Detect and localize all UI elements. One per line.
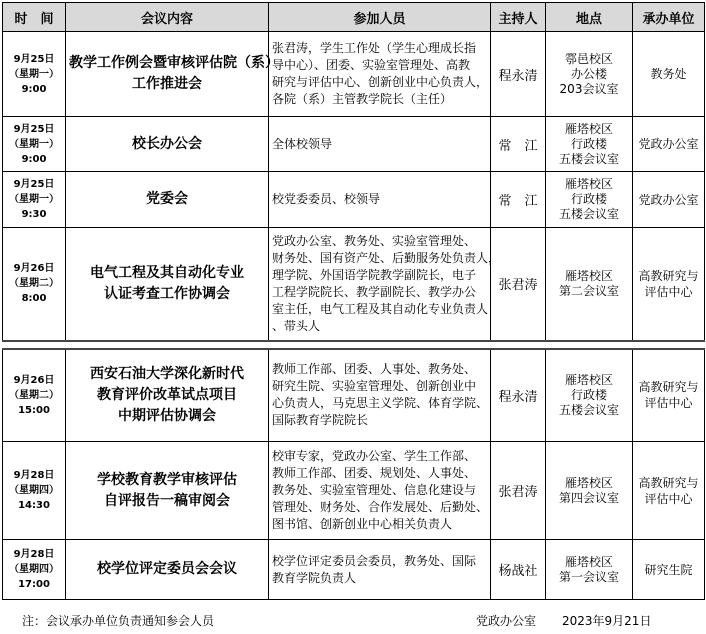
meeting-organizer-line: 评估中心 [644,396,693,411]
meeting-location-line: 五楼会议室 [558,207,619,221]
meeting-organizer-line: 党政办公室 [638,192,699,207]
meeting-participants [269,540,491,600]
header-host: 主持人 [491,3,546,32]
meeting-time-line: （星期一） [9,138,59,150]
meeting-participants [269,117,491,172]
meeting-content-line: 工作推进会 [132,76,202,92]
meeting-participants-line: 各院（系）主管教学院长（主任） [272,92,453,106]
meeting-content-line: 教学工作例会暨审核评估院（系） [69,55,279,71]
meeting-organizer-line: 评估中心 [644,491,693,506]
meeting-location-line: 雁塔校区 [564,554,613,569]
meeting-organizer [633,349,705,442]
footer-office: 党政办公室 [476,614,537,628]
meeting-host: 张君涛 [491,442,546,540]
meeting-time-line: （星期二） [9,389,59,401]
meeting-organizer [633,172,705,228]
table-row [3,349,705,442]
meeting-participants-line: 国际教育学院院长 [272,413,369,428]
meeting-location-line: 第一会议室 [558,569,619,584]
meeting-organizer [633,228,705,341]
meeting-participants [269,349,491,442]
meeting-host: 程永清 [491,349,546,442]
table-row [3,32,705,117]
meeting-organizer [633,442,705,540]
meeting-participants-line: 张君涛，学生工作处（学生心理成长指 [272,41,477,55]
meeting-participants-line: 教育学院负责人 [272,570,357,585]
meeting-time [3,228,66,341]
meeting-participants-line: 教务处、实验室管理处、信息化建设与 [272,483,477,497]
meeting-location-line: 五楼会议室 [558,402,619,417]
meeting-content-line: 校学位评定委员会会议 [97,561,237,577]
meeting-location-line: 203会议室 [559,81,619,96]
footer-date: 2023年9月21日 [562,614,652,628]
meeting-host: 常 江 [491,172,546,228]
meeting-location-line: 雁塔校区 [564,475,613,490]
meeting-organizer-line: 教务处 [650,67,687,81]
meeting-location [546,540,633,600]
footer-note: 注：会议承办单位负责通知参会人员 [22,614,215,628]
header-content: 会议内容 [66,3,269,32]
meeting-location [546,32,633,117]
meeting-content [66,117,269,172]
meeting-time [3,32,66,117]
meeting-location [546,442,633,540]
meeting-content [66,442,269,540]
header-location: 地点 [546,3,633,32]
header-participants: 参加人员 [269,3,491,32]
table-row [3,172,705,228]
meeting-time-line: （星期四） [9,485,59,496]
meeting-time-line: 9月26日 [13,263,55,275]
meeting-location-line: 行政楼 [570,136,607,151]
meeting-time [3,349,66,442]
meeting-time-line: （星期二） [9,278,59,290]
meeting-organizer-line: 评估中心 [644,284,693,299]
meeting-time [3,442,66,540]
meeting-location-line: 第四会议室 [558,490,619,505]
meeting-location-line: 雁塔校区 [564,268,613,283]
page-break-divider [3,341,705,349]
meeting-content-line: 电气工程及其自动化专业 [90,264,244,281]
meeting-content-line: 校长办公会 [132,135,202,152]
meeting-organizer [633,117,705,172]
meeting-content [66,172,269,228]
meeting-location [546,349,633,442]
meeting-location-line: 办公楼 [570,66,607,81]
meeting-location-line: 鄠邑校区 [564,51,613,66]
header-time: 时 间 [3,3,66,32]
meeting-time-line: 8:00 [21,293,47,305]
table-row [3,540,705,600]
meeting-participants-line: 全体校领导 [272,136,333,151]
meeting-participants-line: 财务处、国有资产处、后勤服务处负责人， [272,250,501,265]
meeting-participants [269,442,491,540]
meeting-time-line: 15:00 [18,404,50,416]
meeting-content [66,228,269,341]
meeting-participants-line: 心负责人，马克思主义学院、体育学院、 [272,396,489,411]
meeting-location-line: 行政楼 [570,387,607,402]
meeting-time-line: 9:00 [21,83,47,95]
meeting-organizer-line: 高教研究与 [638,475,699,490]
meeting-participants [269,228,501,341]
meeting-participants-line: 教师工作部、团委、规划处、人事处、 [272,466,477,480]
meeting-participants-line: 党政办公室、教务处、实验室管理处、 [272,233,477,248]
meeting-content-line: 认证考查工作协调会 [104,285,230,302]
meeting-content-line: 西安石油大学深化新时代 [90,365,244,382]
meeting-organizer-line: 党政办公室 [638,137,699,151]
meeting-organizer [633,32,705,117]
meeting-participants-line: 校学位评定委员会委员，教务处、国际 [272,553,477,568]
meeting-participants-line: 研究生院、实验室管理处、创新创业中 [272,379,477,394]
meeting-time [3,117,66,172]
meeting-schedule-table [2,2,705,600]
meeting-time-line: （星期一） [9,68,59,80]
meeting-content-line: 党委会 [146,191,188,207]
table-body [3,32,705,600]
meeting-participants-line: 管理处、财务处、合作发展处、后勤处、 [272,500,489,514]
meeting-time-line: 14:30 [18,500,50,511]
meeting-host: 张君涛 [491,228,546,341]
meeting-participants-line: 教师工作部、团委、人事处、教务处、 [272,362,477,377]
meeting-participants-line: 、带头人 [272,318,321,333]
meeting-time-line: 9月25日 [13,123,55,135]
meeting-time-line: （星期四） [9,564,59,575]
meeting-content-line: 中期评估协调会 [118,407,216,424]
table-row [3,442,705,540]
meeting-time-line: （星期一） [9,194,59,205]
meeting-content [66,32,279,117]
meeting-participants-line: 校审专家，党政办公室、学生工作部、 [272,449,477,463]
meeting-location-line: 行政楼 [570,192,607,206]
meeting-location [546,172,633,228]
meeting-content [66,349,269,442]
meeting-organizer-line: 高教研究与 [638,380,699,395]
meeting-participants [269,172,491,228]
meeting-organizer [633,540,705,600]
meeting-location-line: 第二会议室 [558,283,619,298]
meeting-location [546,228,633,341]
meeting-time [3,172,66,228]
meeting-time-line: 9:30 [21,209,47,220]
table-row [3,117,705,172]
meeting-content [66,540,269,600]
meeting-participants [269,32,491,117]
meeting-content-line: 自评报告一稿审阅会 [104,492,230,509]
meeting-participants-line: 研究与评估中心、创新创业中心负责人， [272,75,489,89]
header-organizer: 承办单位 [633,3,705,32]
meeting-participants-line: 室主任，电气工程及其自动化专业负责人 [272,301,489,316]
meeting-participants-line: 理学院、外国语学院教学副院长，电子 [272,267,477,282]
meeting-host: 常 江 [491,117,546,172]
meeting-participants-line: 工程学院院长、教学副院长、教学办公 [272,284,477,299]
meeting-participants-line: 导中心）、团委、实验室管理处、高教 [272,58,471,72]
meeting-time-line: 9月26日 [13,374,55,386]
meeting-participants-line: 图书馆、创新创业中心相关负责人 [272,517,453,531]
meeting-time-line: 9月28日 [13,549,55,560]
meeting-location-line: 雁塔校区 [564,372,613,387]
meeting-content-line: 教育评价改革试点项目 [97,386,237,403]
meeting-content-line: 学校教育教学审核评估 [97,471,237,488]
meeting-organizer-line: 研究生院 [644,562,693,577]
table-header-row [3,3,705,32]
meeting-time-line: 9月28日 [13,470,55,481]
meeting-location-line: 雁塔校区 [564,121,613,136]
meeting-participants-line: 校党委委员、校领导 [272,192,381,206]
meeting-organizer-line: 高教研究与 [638,268,699,283]
meeting-host: 程永清 [491,32,546,117]
meeting-time-line: 9月25日 [13,53,55,65]
meeting-time-line: 9:00 [21,153,47,165]
meeting-location [546,117,633,172]
meeting-time [3,540,66,600]
meeting-location-line: 雁塔校区 [564,177,613,191]
meeting-location-line: 五楼会议室 [558,151,619,166]
meeting-time-line: 17:00 [18,579,50,590]
meeting-host: 杨战社 [491,540,546,600]
meeting-time-line: 9月25日 [13,179,55,190]
table-row [3,228,705,341]
